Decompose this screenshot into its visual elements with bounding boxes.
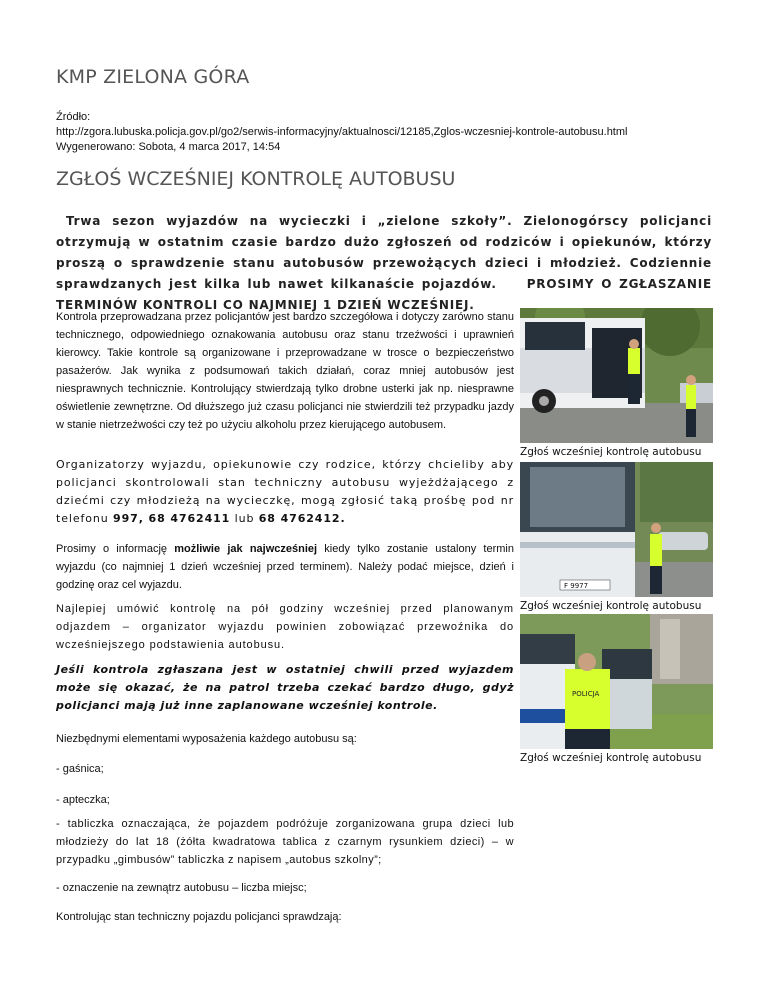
bus-photo-2[interactable] [520, 462, 713, 597]
list-item-seat-count: - oznaczenie na zewnątrz autobusu – liczba miejsc; [56, 882, 307, 894]
source-url[interactable]: http://zgora.lubuska.policja.gov.pl/go2/serwis-informacyjny/aktualnosci/12185,Zglos-wczesniej-kontrole-autobusu.html [56, 126, 628, 138]
lead-notice: PROSIMY O ZGŁASZANIE TERMINÓW KONTROLI CO NAJMNIEJ 1 DZIEŃ WCZEŚNIEJ. [56, 277, 712, 312]
figure-2 [520, 462, 713, 612]
list-item-sign: - tabliczka oznaczająca, że pojazdem podróżuje zorganizowana grupa dzieci lub młodzieży do lat 18 (żółta kwadratowa tablica z czarnym rysunkiem dzieci) – w przypadku „gimbusów” tabliczka z napisem „autobus szkolny”; [56, 818, 514, 866]
phone-number-1: 997, 68 4762411 [113, 512, 231, 525]
bus-photo-1[interactable] [520, 308, 713, 443]
source-meta [56, 110, 627, 155]
figure-caption-2: Zgłoś wcześniej kontrolę autobusu [520, 600, 702, 612]
emphasis-asap: możliwie jak najwcześniej [174, 543, 318, 555]
figure-3 [520, 614, 713, 764]
source-label: Źródło: [56, 111, 91, 123]
site-title: KMP ZIELONA GÓRA [56, 66, 250, 88]
paragraph-timing: Najlepiej umówić kontrolę na pół godziny wcześniej przed planowanym odjazdem – organizator wyjazdu powinien zobowiązać przewoźnika do wcześniejszego podstawienia autobusu. [56, 603, 514, 651]
paragraph-inspection: Kontrola przeprowadzana przez policjantów jest bardzo szczegółowa i dotyczy zarówno stanu technicznego, odpowiedniego oznakowania autobusu oraz stanu trzeźwości i uprawnień kierowcy. Takie kontrole są organizowane i przeprowadzane w trosce o bezpieczeństwo pasażerów. Jak wynika z podsumowań takich działań, coraz mniej autobusów jest niesprawnych technicznie. Kontrolujący stwierdzają tylko drobne usterki jak np. niesprawne oświetlenie zewnętrzne. Od dłuższego już czasu policjanci nie stwierdzili też przypadku jazdy w stanie nietrzeźwości czy też po użyciu alkoholu przez kierującego autobusem. [56, 311, 514, 431]
plate-text: F 9977 [564, 582, 589, 590]
article-lead [56, 211, 712, 316]
vest-text: POLICJA [572, 690, 600, 698]
phone-number-2: 68 4762412. [258, 512, 346, 525]
paragraph-warning: Jeśli kontrola zgłaszana jest w ostatniej chwili przed wyjazdem może się okazać, że na patrol trzeba czekać bardzo długo, gdyż policjanci mają już inne zaplanowane wcześniej kontrole. [56, 663, 514, 712]
lead-text: Trwa sezon wyjazdów na wycieczki i „zielone szkoły”. Zielonogórscy policjanci otrzymują w ostatnim czasie bardzo dużo zgłoszeń od rodziców i opiekunów, którzy proszą o sprawdzenie stanu autobusów przewożących dzieci i młodzież. Codziennie sprawdzanych jest kilka lub nawet kilkanaście pojazdów. [56, 214, 712, 291]
paragraph-request: Prosimy o informację możliwie jak najwcześniej kiedy tylko zostanie ustalony termin wyjazdu (co najmniej 1 dzień wcześniej przed terminem). Należy podać miejsce, dzień i godzinę oraz cel wyjazdu. [56, 543, 514, 591]
figure-caption-1: Zgłoś wcześniej kontrolę autobusu [520, 446, 702, 458]
bus-photo-3[interactable] [520, 614, 713, 749]
list-item-extinguisher: - gaśnica; [56, 763, 104, 775]
paragraph-organizers: Organizatorzy wyjazdu, opiekunowie czy rodzice, którzy chcieliby aby policjanci skontrolowali stan techniczny autobusu wyjeżdżającego z dziećmi czy młodzieżą na wycieczkę, mogą zgłosić taką prośbę pod nr telefonu 997, 68 4762411 lub 68 4762412. [56, 458, 514, 525]
figure-1 [520, 308, 713, 458]
figure-caption-3: Zgłoś wcześniej kontrolę autobusu [520, 752, 702, 764]
paragraph-equipment-intro: Niezbędnymi elementami wyposażenia każdego autobusu są: [56, 733, 357, 745]
list-item-first-aid: - apteczka; [56, 794, 110, 806]
generated-date: Wygenerowano: Sobota, 4 marca 2017, 14:54 [56, 141, 281, 153]
paragraph-technical-check: Kontrolując stan techniczny pojazdu policjanci sprawdzają: [56, 911, 342, 923]
article-title: ZGŁOŚ WCZEŚNIEJ KONTROLĘ AUTOBUSU [56, 168, 456, 190]
